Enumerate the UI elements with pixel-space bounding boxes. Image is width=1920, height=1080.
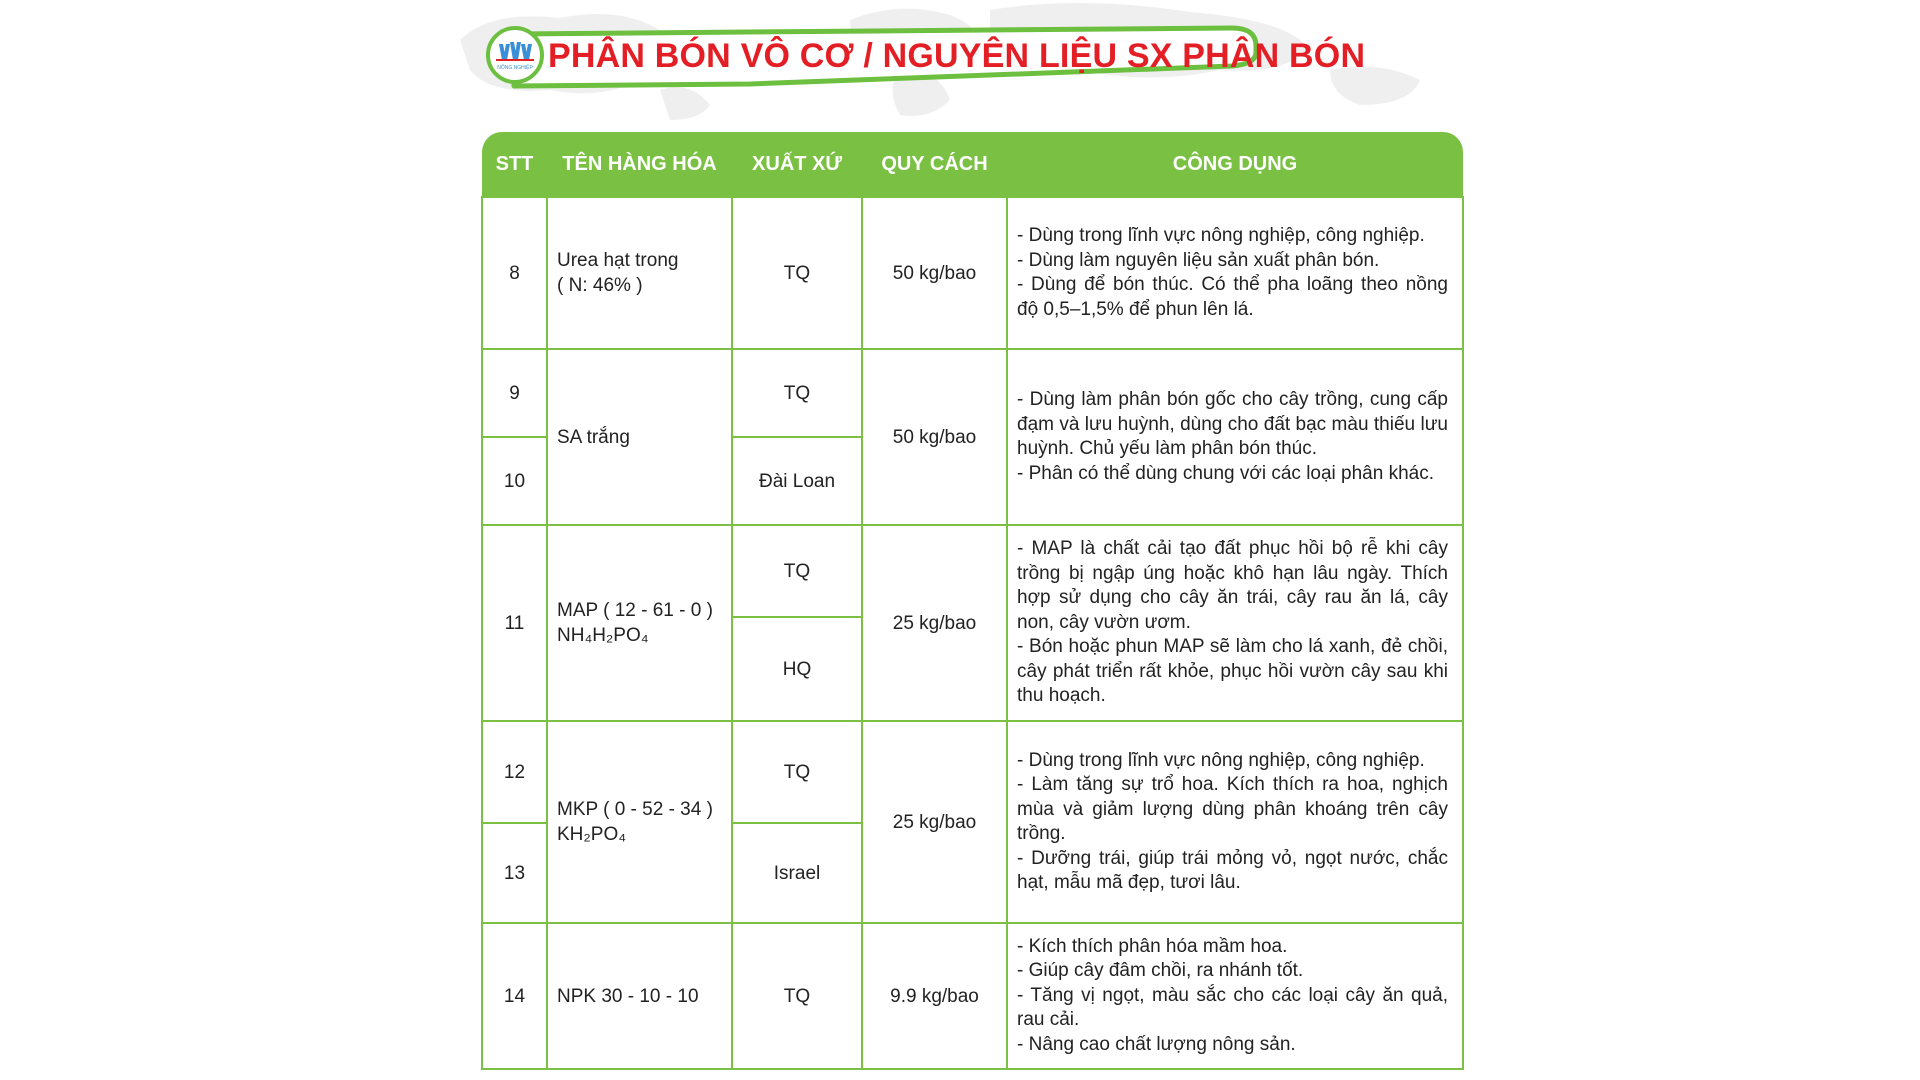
origin-cell: HQ	[732, 617, 862, 721]
spec-cell: 50 kg/bao	[862, 197, 1007, 349]
origin-cell: TQ	[732, 349, 862, 437]
usage-line: - Dùng làm nguyên liệu sản xuất phân bón.	[1017, 249, 1380, 271]
page-title: PHÂN BÓN VÔ CƠ / NGUYÊN LIỆU SX PHÂN BÓN	[548, 37, 1366, 75]
product-name-cell	[547, 923, 732, 1069]
product-name: Urea hạt trong	[557, 250, 679, 271]
company-logo	[486, 26, 544, 84]
product-name-cell	[547, 721, 732, 923]
product-name: SA trắng	[557, 426, 630, 448]
product-table	[481, 132, 1464, 1070]
table-row	[482, 197, 1463, 349]
title-banner	[480, 22, 1366, 90]
usage-line: - Nâng cao chất lượng nông sản.	[1017, 1033, 1296, 1055]
usage-cell	[1007, 525, 1463, 721]
header-stt: STT	[482, 132, 547, 197]
header-name: TÊN HÀNG HÓA	[547, 132, 732, 197]
header-spec: QUY CÁCH	[862, 132, 1007, 197]
usage-line: - Dưỡng trái, giúp trái mỏng vỏ, ngọt nước, chắc hạt, mẫu mã đẹp, tươi lâu.	[1017, 847, 1448, 893]
usage-line: - Dùng để bón thúc. Có thể pha loãng theo nồng độ 0,5–1,5% để phun lên lá.	[1017, 274, 1448, 320]
usage-line: - Bón hoặc phun MAP sẽ làm cho lá xanh, đẻ chồi, cây phát triển rất khỏe, phục hồi vườn cây sau khi thu hoạch.	[1017, 636, 1448, 707]
stt-cell: 14	[482, 923, 547, 1069]
usage-line: - Dùng trong lĩnh vực nông nghiệp, công nghiệp.	[1017, 749, 1425, 771]
origin-cell: TQ	[732, 923, 862, 1069]
spec-cell: 25 kg/bao	[862, 525, 1007, 721]
product-name-cell	[547, 197, 732, 349]
table-row	[482, 923, 1463, 1069]
usage-line: - Giúp cây đâm chồi, ra nhánh tốt.	[1017, 960, 1304, 982]
product-name-cell	[547, 349, 732, 525]
usage-line: - Dùng làm phân bón gốc cho cây trồng, cung cấp đạm và lưu huỳnh, dùng cho đất bạc màu thiếu lưu huỳnh. Chủ yếu làm phân bón thúc.	[1017, 389, 1448, 459]
usage-line: - Dùng trong lĩnh vực nông nghiệp, công nghiệp.	[1017, 225, 1425, 246]
usage-cell	[1007, 923, 1463, 1069]
table-header-row	[482, 132, 1463, 197]
usage-line: - Làm tăng sự trổ hoa. Kích thích ra hoa, nghịch mùa và giảm lượng dùng phân khoáng trên cây trồng.	[1017, 774, 1448, 844]
origin-cell: TQ	[732, 197, 862, 349]
origin-cell: Đài Loan	[732, 437, 862, 525]
usage-line: - Kích thích phân hóa mầm hoa.	[1017, 935, 1288, 957]
spec-cell: 25 kg/bao	[862, 721, 1007, 923]
table-row	[482, 721, 1463, 823]
usage-cell	[1007, 197, 1463, 349]
spec-cell: 9.9 kg/bao	[862, 923, 1007, 1069]
product-name-cell	[547, 525, 732, 721]
usage-line: - MAP là chất cải tạo đất phục hồi bộ rễ khi cây trồng bị ngập úng hoặc khô hạn lâu ngày. Thích hợp sử dụng cho cây ăn trái, cây rau ăn lá, cây non, cây vườn ươm.	[1017, 538, 1448, 633]
stt-cell: 11	[482, 525, 547, 721]
origin-cell: TQ	[732, 721, 862, 823]
usage-line: - Phân có thể dùng chung với các loại phân khác.	[1017, 462, 1435, 484]
stt-cell: 10	[482, 437, 547, 525]
stt-cell: 8	[482, 197, 547, 349]
header-origin: XUẤT XỨ	[732, 132, 862, 197]
product-name: MAP ( 12 - 61 - 0 )	[557, 600, 713, 621]
header-usage: CÔNG DỤNG	[1007, 132, 1463, 197]
stt-cell: 12	[482, 721, 547, 823]
product-formula: NH₄H₂PO₄	[557, 625, 649, 646]
logo-text: NÔNG NGHIỆP	[497, 65, 533, 71]
table-row	[482, 349, 1463, 437]
usage-line: - Tăng vị ngọt, màu sắc cho các loại cây ăn quả, rau cải.	[1017, 984, 1448, 1031]
stt-cell: 9	[482, 349, 547, 437]
product-formula: ( N: 46% )	[557, 275, 643, 296]
origin-cell: Israel	[732, 823, 862, 923]
usage-cell	[1007, 721, 1463, 923]
product-formula: KH₂PO₄	[557, 824, 626, 845]
origin-cell: TQ	[732, 525, 862, 617]
table-row	[482, 525, 1463, 617]
stt-cell: 13	[482, 823, 547, 923]
product-name: MKP ( 0 - 52 - 34 )	[557, 799, 713, 820]
spec-cell: 50 kg/bao	[862, 349, 1007, 525]
product-name: NPK 30 - 10 - 10	[557, 985, 699, 1007]
usage-cell	[1007, 349, 1463, 525]
